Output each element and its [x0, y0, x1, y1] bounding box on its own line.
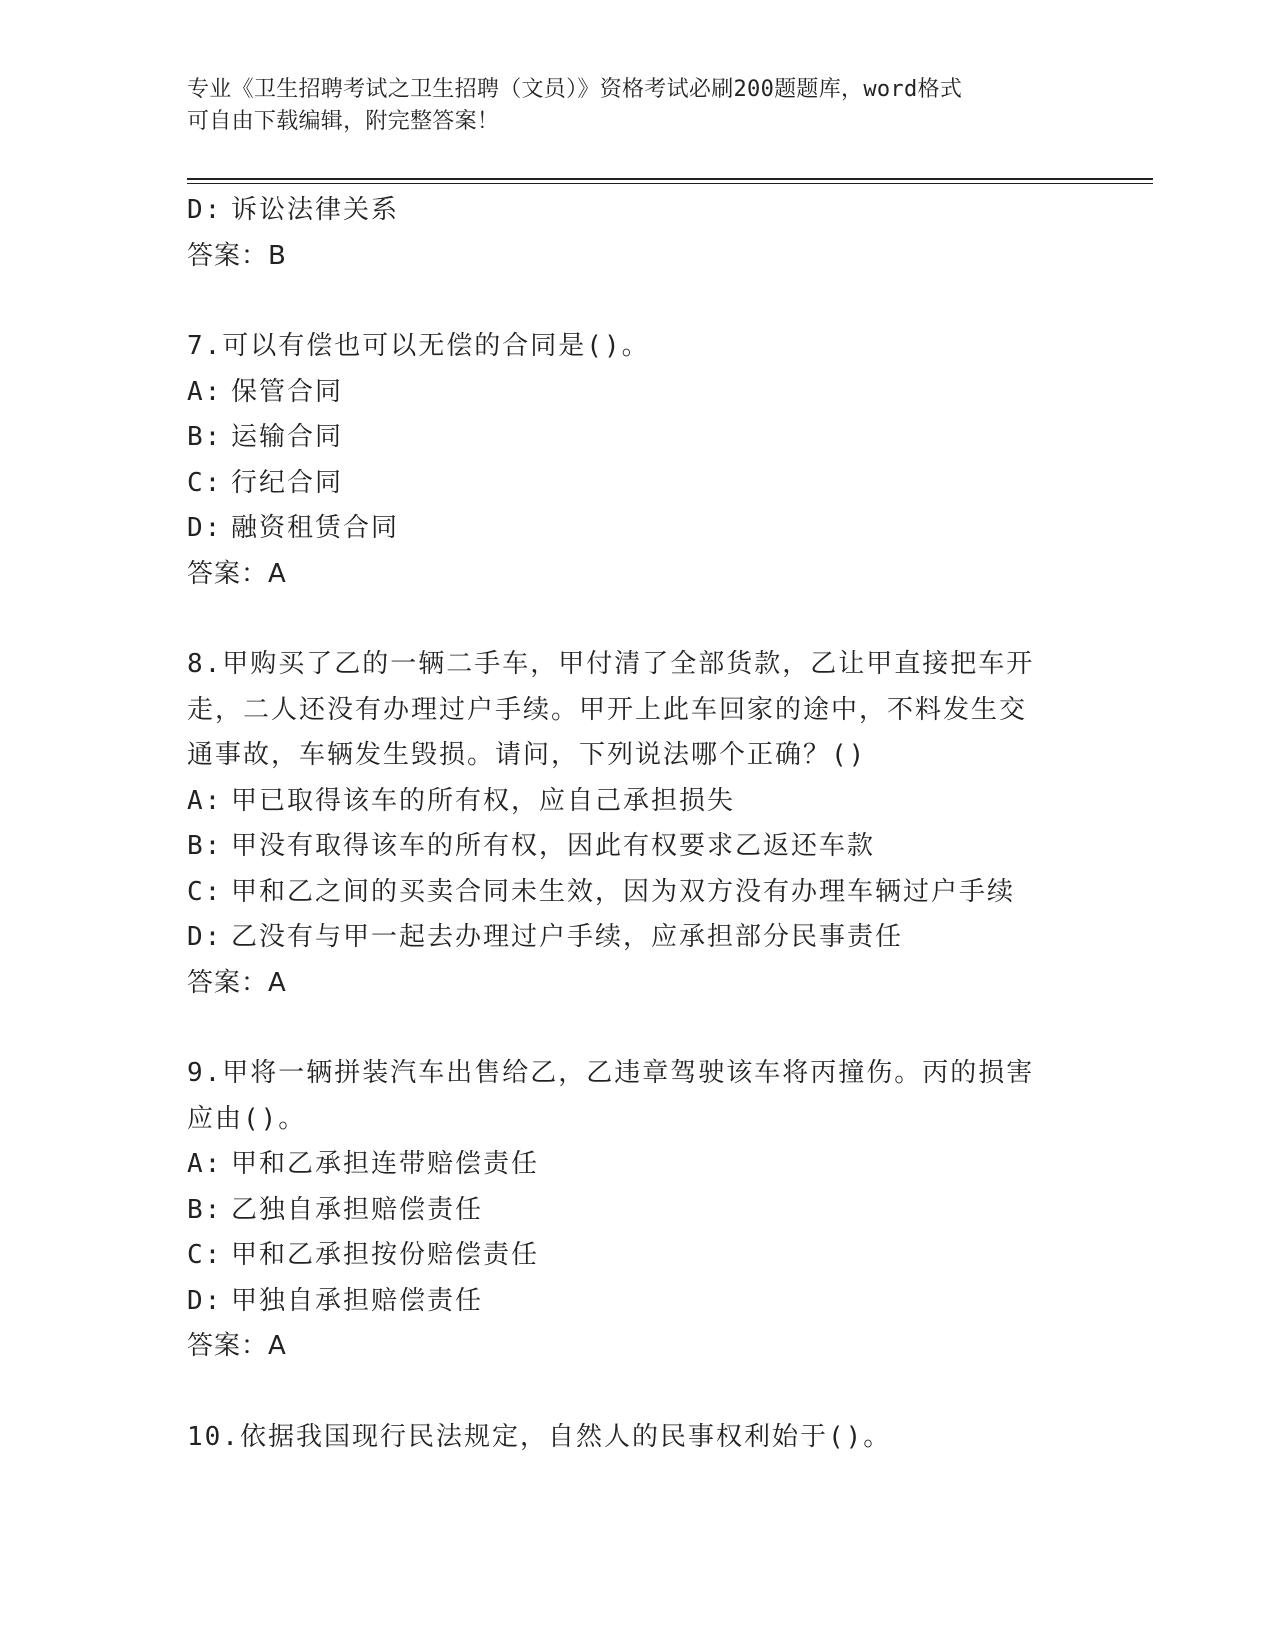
question-9-stem-line-1: 9.甲将一辆拼装汽车出售给乙，乙违章驾驶该车将丙撞伤。丙的损害 — [187, 1058, 1035, 1088]
question-9-option-d — [187, 1279, 1067, 1325]
question-7-option-b — [187, 415, 1067, 461]
option-text: 甲独自承担赔偿责任 — [231, 1285, 484, 1316]
question-9-option-b — [187, 1188, 1067, 1234]
option-text: 甲没有取得该车的所有权，因此有权要求乙返还车款 — [231, 831, 876, 861]
option-label: B: — [187, 1194, 223, 1225]
question-content — [187, 188, 1067, 1460]
question-8-stem-line-3: 通事故，车辆发生毁损。请问，下列说法哪个正确？() — [187, 740, 867, 770]
spacer — [187, 279, 1067, 324]
option-text: 甲和乙承担连带赔偿责任 — [231, 1149, 540, 1179]
option-text: 乙没有与甲一起去办理过户手续，应承担部分民事责任 — [231, 922, 904, 952]
question-9-option-c — [187, 1233, 1067, 1279]
question-8-option-d — [187, 915, 1067, 961]
prev-answer: 答案：B — [187, 240, 287, 271]
option-text: 乙独自承担赔偿责任 — [231, 1194, 484, 1225]
option-text: 保管合同 — [231, 376, 344, 407]
option-label: D: — [187, 1285, 223, 1316]
question-9-answer: 答案：A — [187, 1331, 287, 1361]
question-7-option-c — [187, 461, 1067, 507]
option-label: A: — [187, 785, 223, 816]
question-8-option-a — [187, 779, 1067, 825]
option-label: B: — [187, 831, 223, 861]
header-line-2: 可自由下载编辑，附完整答案！ — [187, 109, 500, 134]
option-label: D: — [187, 195, 223, 225]
question-7-option-d — [187, 506, 1067, 552]
question-10-stem: 10.依据我国现行民法规定，自然人的民事权利始于()。 — [187, 1421, 892, 1452]
option-text: 甲和乙承担按份赔偿责任 — [231, 1240, 540, 1270]
question-7-stem: 7.可以有偿也可以无偿的合同是()。 — [187, 331, 650, 361]
option-label: B: — [187, 422, 223, 452]
document-header — [187, 74, 1067, 138]
question-7-option-a — [187, 370, 1067, 416]
question-9-option-a — [187, 1142, 1067, 1188]
option-text: 行纪合同 — [231, 467, 344, 498]
question-8-option-c — [187, 870, 1067, 916]
question-8-stem-line-2: 走，二人还没有办理过户手续。甲开上此车回家的途中，不料发生交 — [187, 694, 1028, 725]
option-label: A: — [187, 376, 223, 407]
question-7-answer: 答案：A — [187, 558, 287, 589]
option-label: A: — [187, 1149, 223, 1179]
question-8-stem-line-1: 8.甲购买了乙的一辆二手车，甲付清了全部货款，乙让甲直接把车开 — [187, 649, 1035, 679]
spacer — [187, 1370, 1067, 1415]
option-label: D: — [187, 513, 223, 543]
option-text: 诉讼法律关系 — [231, 195, 400, 225]
header-rule-thick — [187, 178, 1153, 180]
header-line-1: 专业《卫生招聘考试之卫生招聘（文员）》资格考试必刷200题题库，word格式 — [187, 77, 963, 102]
option-label: C: — [187, 467, 223, 498]
option-text: 融资租赁合同 — [231, 513, 400, 543]
option-label: C: — [187, 876, 223, 907]
header-rule-thin — [187, 183, 1153, 184]
question-8-option-b — [187, 824, 1067, 870]
spacer — [187, 1006, 1067, 1051]
question-9-stem-line-2: 应由()。 — [187, 1103, 307, 1134]
option-label: C: — [187, 1240, 223, 1270]
option-text: 甲已取得该车的所有权，应自己承担损失 — [231, 785, 736, 816]
question-8-answer: 答案：A — [187, 967, 287, 998]
spacer — [187, 597, 1067, 642]
option-text: 运输合同 — [231, 422, 344, 452]
option-label: D: — [187, 922, 223, 952]
prev-option-d — [187, 188, 1067, 234]
option-text: 甲和乙之间的买卖合同未生效，因为双方没有办理车辆过户手续 — [231, 876, 1016, 907]
